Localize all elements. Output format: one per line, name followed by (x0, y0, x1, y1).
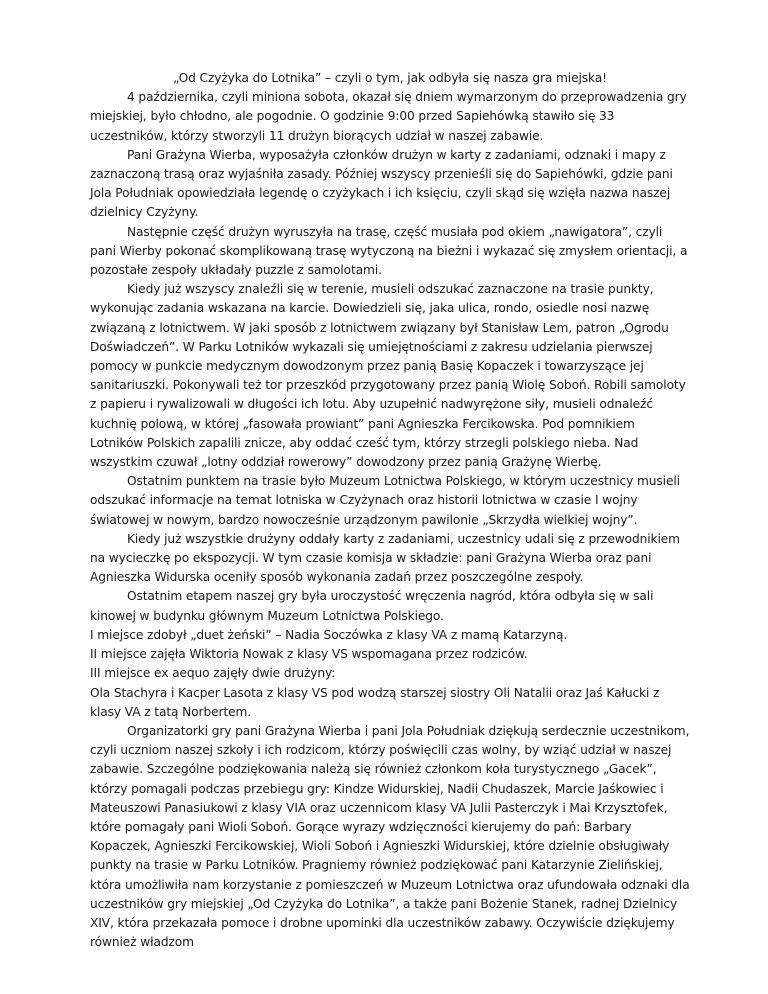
result-third-place: III miejsce ex aequo zajęły dwie drużyny: (90, 666, 336, 681)
document-body (90, 69, 690, 952)
paragraph-museum: Ostatnim punktem na trasie było Muzeum Lotnictwa Polskiego, w którym uczestnicy musieli odszukać informacje na temat lotniska w Czyżynach oraz historii lotnictwa w czasie I wojny światowej w nowym, bardzo nowocześnie urządzonym pawilonie „Skrzydła wielkiej wojny”. (90, 474, 680, 527)
result-second-place: II miejsce zajęła Wiktoria Nowak z klasy VS wspomagana przez rodziców. (90, 647, 528, 662)
paragraph-start: Następnie część drużyn wyruszyła na trasę, część musiała pod okiem „nawigatora”, czyli pani Wierby pokonać skomplikowaną trasę wytyczoną na bieżni i wykazać się zmysłem orientacji, a pozostałe zespoły układały puzzle z samolotami. (90, 224, 688, 278)
paragraph-rules: Pani Grażyna Wierba, wyposażyła członków drużyn w karty z zadaniami, odznaki i mapy z zaznaczoną trasą oraz wyjaśniła zasady. Później wszyscy przenieśli się do Sapiehówki, gdzie pani Jola Południak opowiedziała legendę o czyżykach i ich księciu, czyli skąd się wzięła nazwa naszej dzielnicy Czyżyny. (90, 147, 673, 220)
paragraph-intro: 4 października, czyli miniona sobota, okazał się dniem wymarzonym do przeprowadzenia gry miejskiej, było chłodno, ale pogodnie. O godzinie 9:00 przed Sapiehówką stawiło się 33 uczestników, którzy stworzyli 11 drużyn biorących udział w naszej zabawie. (90, 90, 687, 143)
paragraph-jury: Kiedy już wszystkie drużyny oddały karty z zadaniami, uczestnicy udali się z przewodnikiem na wycieczkę po ekspozycji. W tym czasie komisja w składzie: pani Grażyna Wierba oraz pani Agnieszka Widurska oceniły sposób wykonania zadań przez poszczególne zespoły. (90, 531, 680, 585)
paragraph-thanks: Organizatorki gry pani Grażyna Wierba i pani Jola Południak dziękują serdecznie uczestnikom, czyli uczniom naszej szkoły i ich rodzicom, którzy poświęcili czas wolny, by wziąć udział w naszej zabawie. Szczególne podziękowania należą się również członkom koła turystycznego „Gacek”, którzy pomagali podczas przebiegu gry: Kindze Widurskiej, Nadii Chudaszek, Marcie Jaśkowiec i Mateuszowi Panasiukowi z klasy VIA oraz uczennicom klasy VA Julii Pasterczyk i Mai Krzysztofek, które pomagały pani Wioli Soboń. Gorące wyrazy wdzięczności kierujemy do pań: Barbary Kopaczek, Agnieszki Fercikowskiej, Wioli Soboń i Agnieszki Widurskiej, które dzielnie obsługiwały punkty na trasie w Parku Lotników. Pragniemy również podziękować pani Katarzynie Zielińskiej, która umożliwiła nam korzystanie z pomieszczeń w Muzeum Lotnictwa oraz ufundowała odznaki dla uczestników gry miejskiej „Od Czyżyka do Lotnika”, a także pani Bożenie Stanek, radnej Dzielnicy XIV, która przekazała pomoce i drobne upominki dla uczestników zabawy. Oczywiście dziękujemy również władzom (90, 723, 690, 950)
result-first-place: I miejsce zdobył „duet żeński” – Nadia Soczówka z klasy VA z mamą Katarzyną. (90, 627, 568, 642)
paragraph-route: Kiedy już wszyscy znaleźli się w terenie, musieli odszukać zaznaczone na trasie punkty, wykonując zadania wskazana na karcie. Dowiedzieli się, jaka ulica, rondo, osiedle nosi nazwę związaną z lotnictwem. W jaki sposób z lotnictwem związany był Stanisław Lem, patron „Ogrodu Doświadczeń”. W Parku Lotników wykazali się umiejętnościami z zakresu udzielania pierwszej pomocy w punkcie medycznym dowodzonym przez panią Basię Kopaczek i towarzyszące jej sanitariuszki. Pokonywali też tor przeszkód przygotowany przez panią Wiolę Soboń. Robili samoloty z papieru i rywalizowali w długości ich lotu. Aby uzupełnić nadwyrężone siły, musieli odnaleźć kuchnię polową, w której „fasowała prowiant” pani Agnieszka Fercikowska. Pod pomnikiem Lotników Polskich zapalili znicze, aby oddać cześć tym, którzy strzegli polskiego nieba. Nad wszystkim czuwał „lotny oddział rowerowy” dowodzony przez panią Grażynę Wierbę. (90, 282, 686, 470)
document-title: „Od Czyżyka do Lotnika” – czyli o tym, jak odbyła się nasza gra miejska! (173, 71, 607, 85)
paragraph-ceremony: Ostatnim etapem naszej gry była uroczystość wręczenia nagród, która odbyła się w sali kinowej w budynku głównym Muzeum Lotnictwa Polskiego. (90, 589, 654, 623)
result-third-place-teams: Ola Stachyra i Kacper Lasota z klasy VS pod wodzą starszej siostry Oli Natalii oraz Jaś Kałucki z klasy VA z tatą Norbertem. (90, 685, 660, 719)
